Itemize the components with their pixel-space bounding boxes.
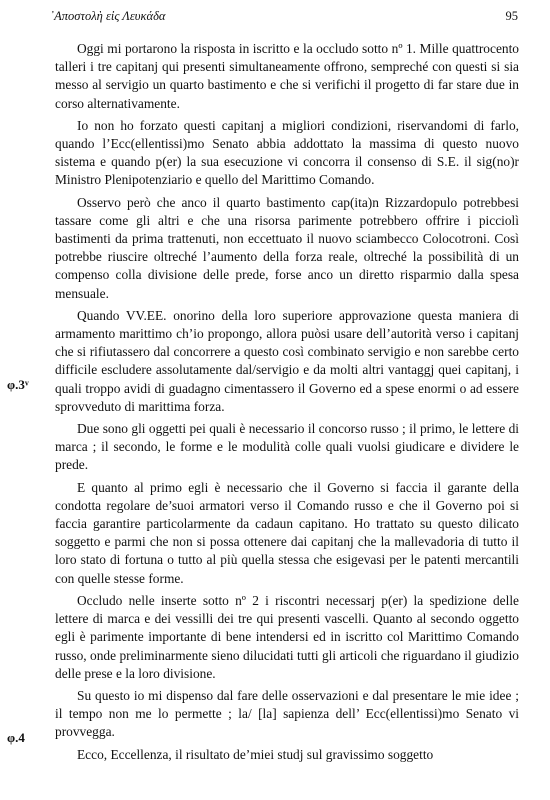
page-number: 95 <box>505 9 518 23</box>
margin-note-folio-4: φ.4 <box>7 730 25 745</box>
running-header <box>50 9 518 27</box>
paragraph: E quanto al primo egli è necessario che il Governo si faccia il garante della condotta regolare de’suoi armatori verso il Comando russo e che il Governo poi si faccia garantire particolarmente da cadaun capitano. Ho trattato su questo dilicato soggetto e parmi che non si possa ottenere dai capitanj che la mallevadoria di tutto il loro stato di fortuna o tutto al più quella stessa che esigevasi per le patenti mercantili con quelle stesse forme. <box>55 479 519 586</box>
body-text <box>55 40 519 768</box>
paragraph: Quando VV.EE. onorino della loro superiore approvazione questa maniera di armamento marittimo ch’io propongo, allora puòsi usare dell’autorità verso i capitanj che si rifiutassero dal concorrere a questo così combinato servigio e non sarebbe certo difficile escludere assolutamente dal/servigio e da molti altri vantaggj quei capitanj, i quali troppo avidi di guadagno cimentassero il Governo ed a spese enormi o ad essere sprovveduto di marittima forza. <box>55 307 519 414</box>
paragraph: Due sono gli oggetti pei quali è necessario il concorso russo ; il primo, le lettere di marca ; il secondo, le forme e le modulità colle quali vuolsi giudicare e dividere le prede. <box>55 421 519 473</box>
paragraph: Io non ho forzato questi capitanj a migliori condizioni, riservandomi di farlo, quando l’Ecc(ellentissi)mo Senato abbia addottato la massima di questo nuovo sistema e quando p(er) la sua esecuzione vi concorra il consenso di S.E. il sig(no)r Ministro Plenipotenziario e quello del Marittimo Comando. <box>55 117 519 188</box>
paragraph: Osservo però che anco il quarto bastimento cap(ita)n Rizzardopulo potrebbesi tassare come gli altri e che una risorsa parimente potrebbero offrire i picciolì bastimenti da prima trattenuti, non eccettuato il nuovo sciambecco Colocotroni. Così potrebbe riuscire oltreché l’aumento della forza reale, oltreché la possibilità di un compenso colla divisione delle prede, forse anco un diretto risparmio dalla spesa mensuale. <box>55 194 519 301</box>
margin-note-folio-3v: φ.3ᵛ <box>7 377 29 392</box>
paragraph: Su questo io mi dispenso dal fare delle osservazioni e dal presentare le mie idee ; il tempo non me lo permette ; la/ [la] sapienza dell’ Ecc(ellentissi)mo Senato vi provvegga. <box>55 687 519 740</box>
paragraph: Ecco, Eccellenza, il risultato de’miei studj sul gravissimo soggetto <box>77 746 434 762</box>
running-title: ᾿Αποστολὴ εἰς Λευκάδα <box>50 9 166 23</box>
paragraph: Occludo nelle inserte sotto nº 2 i riscontri necessarj p(er) la spedizione delle lettere di marca e dei vessilli dei tre qui presenti vascelli. Quanto al secondo oggetto egli è parimente importante di bene intendersi ed in iscritto col Marittimo Comando russo, onde preliminarmente sieno dilucidati tutti gli articoli che riguardano il giudizio delle prese e la loro divisione. <box>55 592 519 681</box>
paragraph: Oggi mi portarono la risposta in iscritto e la occludo sotto nº 1. Mille quattrocento talleri i tre capitanj qui presenti simultaneamente offrono, sempreché con questi si sia messo al servigio un quarto bastimento e che si verifichi il progetto di far stare due in corso alternativamente. <box>55 41 519 111</box>
